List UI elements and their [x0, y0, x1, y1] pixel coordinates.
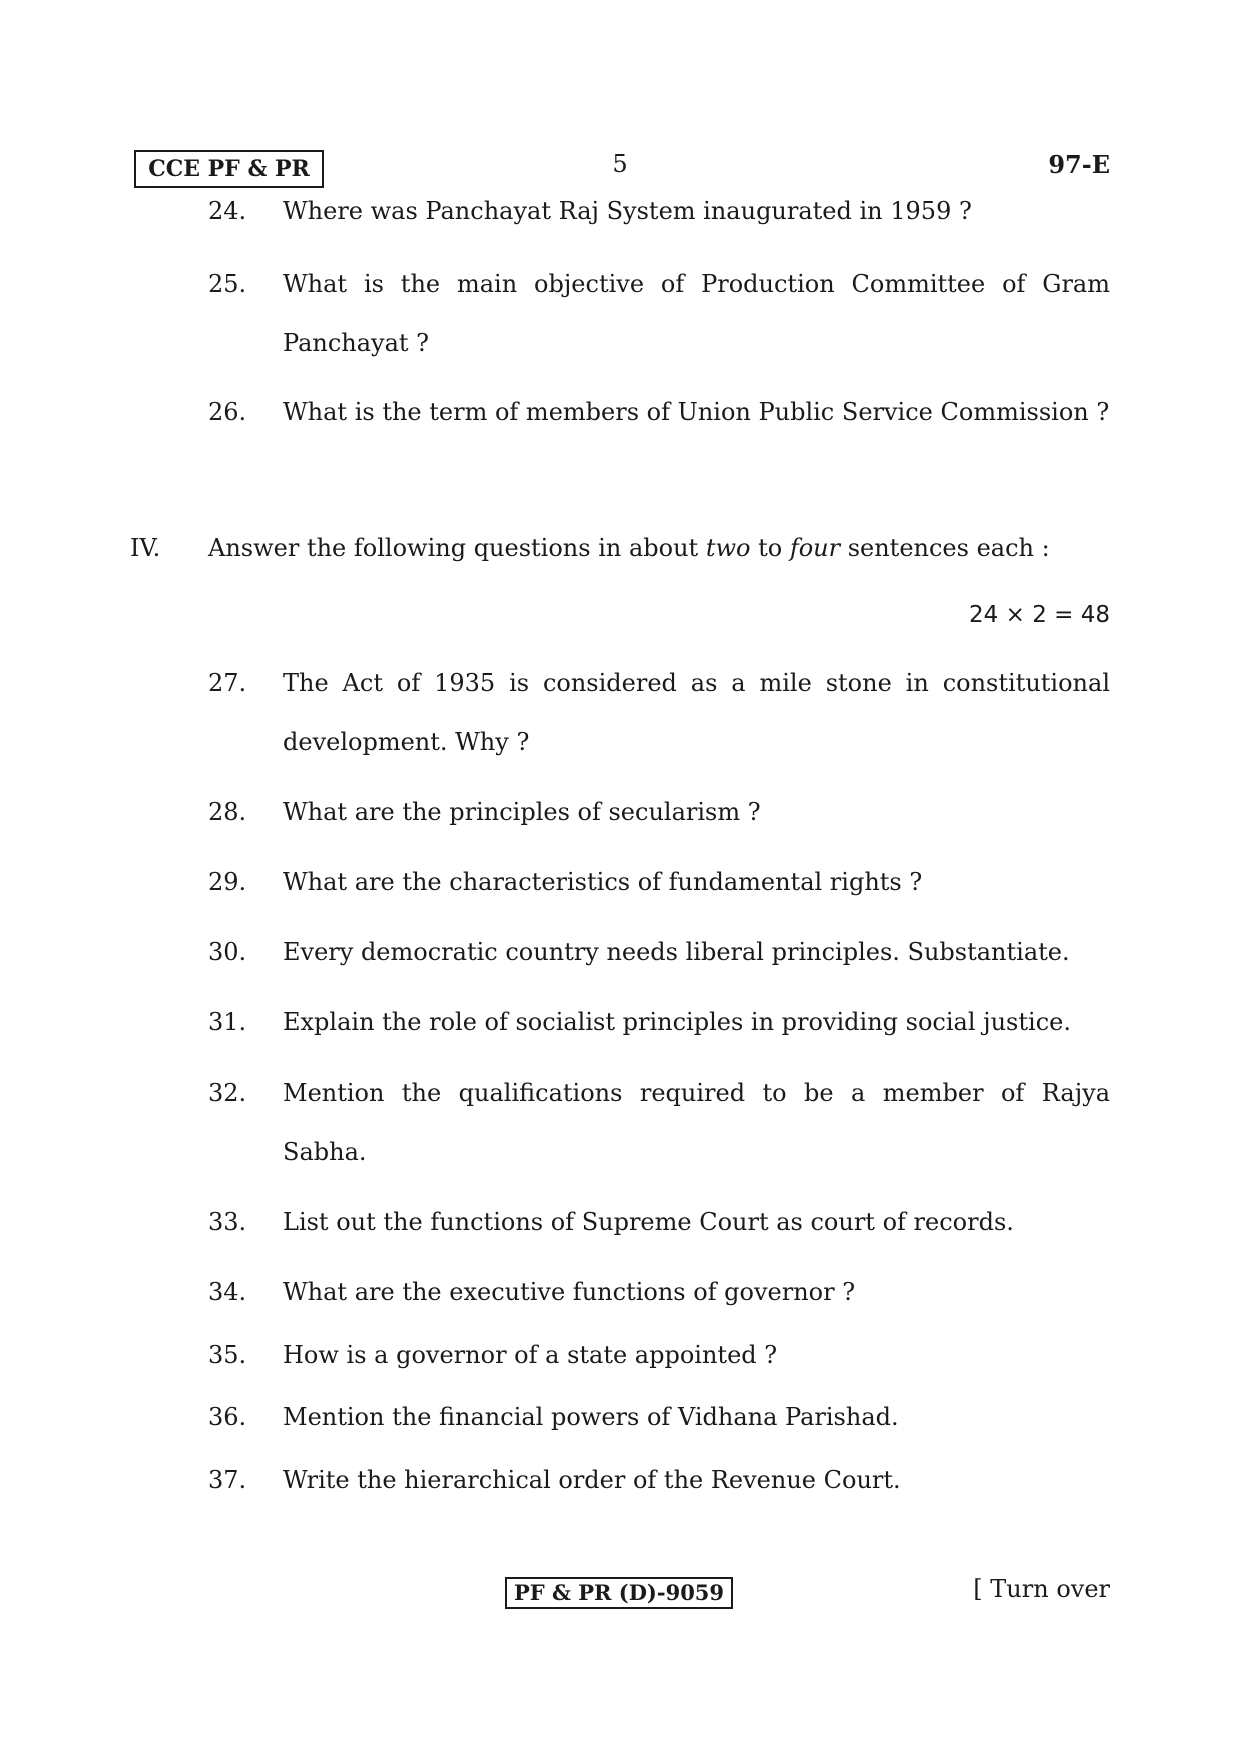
- paper-code-box: CCE PF & PR: [134, 150, 324, 188]
- question-text: Explain the role of socialist principles in providing social justice.: [283, 1008, 1071, 1036]
- question-number: 27.: [208, 669, 247, 697]
- question-text: The Act of 1935 is considered as a mile stone in constitutional development. Why ?: [283, 669, 1110, 756]
- question-text: How is a governor of a state appointed ?: [283, 1341, 778, 1369]
- question-text: What are the principles of secularism ?: [283, 798, 761, 826]
- footer-paper-code-box: PF & PR (D)-9059: [505, 1577, 733, 1609]
- question-item: [208, 783, 1110, 842]
- question-item: [208, 1064, 1110, 1182]
- question-text: What are the executive functions of governor ?: [283, 1278, 856, 1306]
- question-number: 28.: [208, 798, 247, 826]
- question-item: [208, 1388, 1110, 1447]
- question-number: 33.: [208, 1208, 247, 1236]
- question-number: 30.: [208, 938, 247, 966]
- section-marks: 24 × 2 = 48: [969, 602, 1110, 628]
- question-number: 29.: [208, 868, 247, 896]
- turn-over-note: [ Turn over: [973, 1575, 1110, 1603]
- question-number: 31.: [208, 1008, 247, 1036]
- question-text: List out the functions of Supreme Court as court of records.: [283, 1208, 1014, 1236]
- question-item: [208, 654, 1110, 772]
- question-item: [208, 993, 1110, 1052]
- page-number: 5: [612, 150, 628, 178]
- question-item: [208, 1451, 1110, 1510]
- section-iv-heading: [130, 530, 1110, 566]
- question-number: 37.: [208, 1466, 247, 1494]
- question-number: 34.: [208, 1278, 247, 1306]
- paper-version-code: 97-E: [1048, 150, 1110, 179]
- question-number: 32.: [208, 1079, 247, 1107]
- question-text: Mention the financial powers of Vidhana Parishad.: [283, 1403, 899, 1431]
- question-text: Where was Panchayat Raj System inaugurated in 1959 ?: [283, 197, 972, 225]
- question-text: What is the term of members of Union Public Service Commission ?: [283, 398, 1110, 426]
- question-number: 24.: [208, 197, 247, 225]
- question-number: 35.: [208, 1341, 247, 1369]
- question-text: Mention the qualifications required to be a member of Rajya Sabha.: [283, 1079, 1110, 1166]
- question-text: What are the characteristics of fundamental rights ?: [283, 868, 923, 896]
- section-numeral: IV.: [130, 534, 161, 562]
- question-text: Every democratic country needs liberal principles. Substantiate.: [283, 938, 1070, 966]
- question-number: 26.: [208, 398, 247, 426]
- question-text: Write the hierarchical order of the Revenue Court.: [283, 1466, 901, 1494]
- question-item: [208, 1193, 1110, 1252]
- question-text: What is the main objective of Production Committee of Gram Panchayat ?: [283, 270, 1110, 357]
- question-item: [208, 255, 1110, 373]
- section-instruction: Answer the following questions in about two to four sentences each :: [208, 534, 1050, 562]
- question-number: 36.: [208, 1403, 247, 1431]
- question-item: [208, 923, 1110, 982]
- question-item: [208, 1263, 1110, 1322]
- question-number: 25.: [208, 270, 247, 298]
- question-item: [208, 1326, 1110, 1385]
- question-item: [208, 383, 1110, 442]
- question-item: [208, 853, 1110, 912]
- question-item: [208, 182, 1110, 241]
